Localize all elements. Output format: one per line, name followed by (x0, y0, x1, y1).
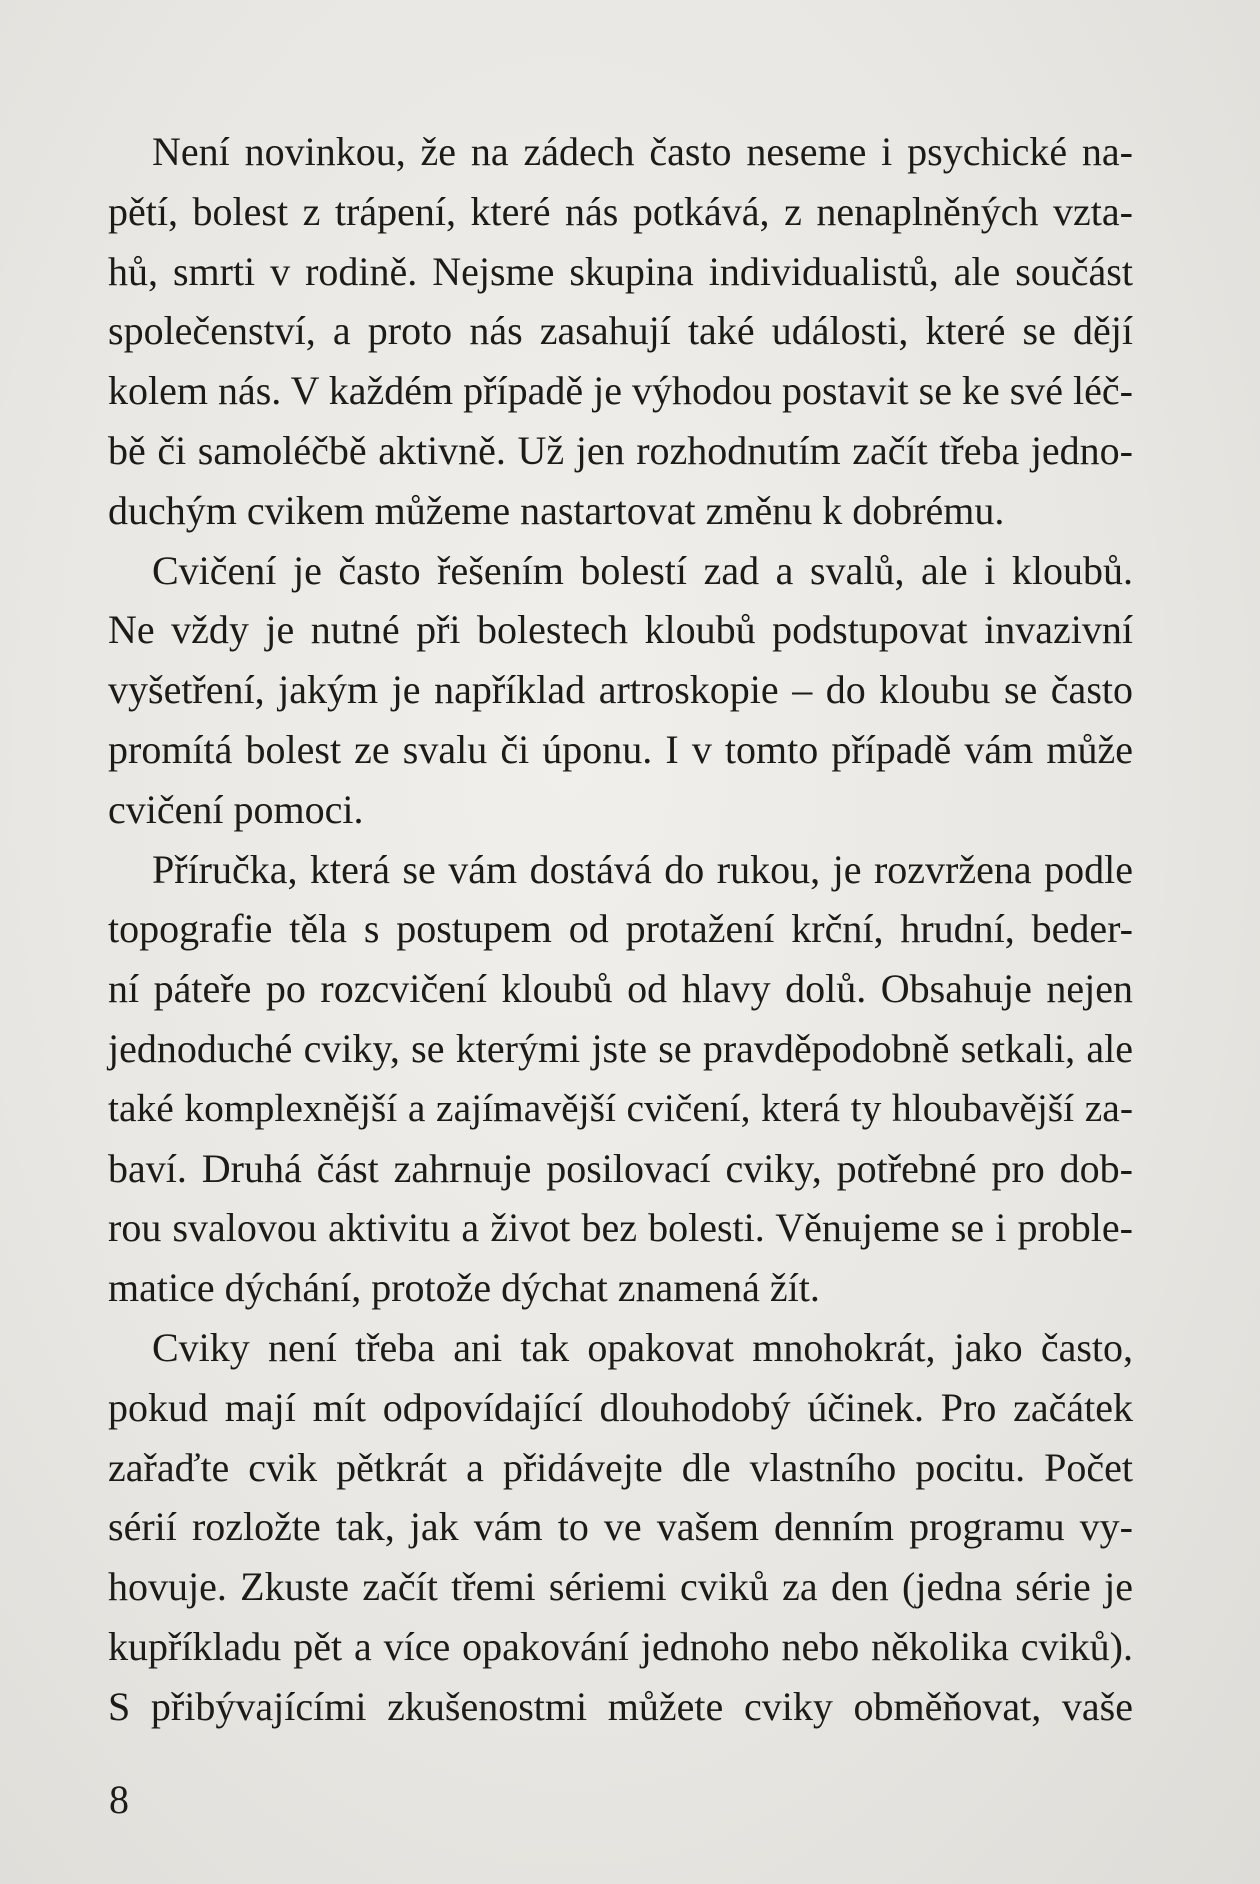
text-line: S přibývajícími zkušenostmi můžete cviky obměňovat, vaše (108, 1683, 1133, 1729)
text-line: jednoduché cviky, se kterými jste se pravděpodobně setkali, ale (108, 1025, 1133, 1071)
page-number: 8 (109, 1777, 129, 1822)
text-line: rou svalovou aktivitu a život bez bolesti. Věnujeme se i proble- (108, 1205, 1133, 1251)
text-line: baví. Druhá část zahrnuje posilovací cviky, potřebné pro dob- (108, 1145, 1133, 1191)
body-text (108, 122, 1133, 1737)
text-line: matice dýchání, protože dýchat znamená žít. (108, 1265, 820, 1311)
text-line: cvičení pomoci. (108, 786, 364, 832)
text-line: Cviky není třeba ani tak opakovat mnohokrát, jako často, (152, 1324, 1133, 1370)
text-line: topografie těla s postupem od protažení krční, hrudní, beder- (108, 906, 1133, 952)
text-line: také komplexnější a zajímavější cvičení, která ty hloubavější za- (108, 1085, 1133, 1130)
text-line: Ne vždy je nutné při bolestech kloubů podstupovat invazivní (108, 607, 1133, 653)
text-line: společenství, a proto nás zasahují také události, které se dějí (108, 308, 1133, 354)
text-line: ní páteře po rozcvičení kloubů od hlavy dolů. Obsahuje nejen (108, 966, 1133, 1012)
text-line: sérií rozložte tak, jak vám to ve vašem denním programu vy- (108, 1504, 1133, 1550)
text-line: pětí, bolest z trápení, které nás potkává, z nenaplněných vzta- (108, 188, 1133, 234)
text-line: hovuje. Zkuste začít třemi sériemi cviků za den (jedna série je (108, 1564, 1133, 1610)
text-line: Cvičení je často řešením bolestí zad a svalů, ale i kloubů. (152, 547, 1133, 593)
text-line: pokud mají mít odpovídající dlouhodobý účinek. Pro začátek (108, 1384, 1133, 1430)
text-line: bě či samoléčbě aktivně. Už jen rozhodnutím začít třeba jedno- (108, 427, 1133, 473)
text-line: hů, smrti v rodině. Nejsme skupina individualistů, ale součást (108, 248, 1133, 294)
text-line: vyšetření, jakým je například artroskopie – do kloubu se často (108, 667, 1133, 713)
text-line: kupříkladu pět a více opakování jednoho nebo několika cviků). (108, 1623, 1133, 1669)
text-line: promítá bolest ze svalu či úponu. I v tomto případě vám může (108, 726, 1133, 772)
text-line: Není novinkou, že na zádech často neseme i psychické na- (152, 129, 1133, 174)
text-line: Příručka, která se vám dostává do rukou, je rozvržena podle (152, 846, 1133, 892)
text-line: zařaďte cvik pětkrát a přidávejte dle vlastního pocitu. Počet (108, 1444, 1133, 1490)
text-line: duchým cvikem můžeme nastartovat změnu k dobrému. (108, 487, 1005, 533)
text-line: kolem nás. V každém případě je výhodou postavit se ke své léč- (108, 368, 1133, 414)
